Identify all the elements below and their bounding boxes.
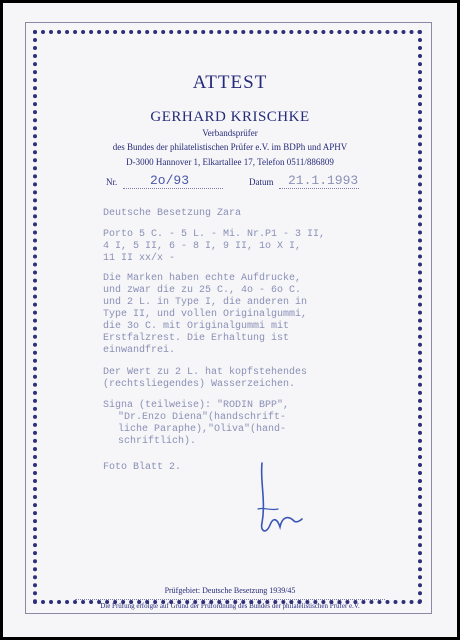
address-line: D-3000 Hannover 1, Elkartallee 17, Telefon 0511/886809 <box>126 157 334 167</box>
body-line: Erstfalzrest. Die Erhaltung ist <box>103 333 290 344</box>
association-line: des Bundes der philatelistischen Prüfer e.V. im BDPh und APHV <box>112 142 348 152</box>
body-line: Foto Blatt 2. <box>103 462 182 473</box>
date-label: Datum <box>249 177 274 187</box>
body-line: Porto 5 C. - 5 L. - Mi. Nr.P1 - 3 II, <box>103 229 326 240</box>
body-line: schriftlich). <box>118 436 197 447</box>
certificate-date: 21.1.1993 <box>288 173 359 188</box>
body-line: (rechtsliegendes) Wasserzeichen. <box>103 379 296 390</box>
body-line: und zwar die zu 25 C., 4o - 6o C. <box>103 285 302 296</box>
body-line: 11 II xx/x - <box>103 253 176 264</box>
certificate-number: 2o/93 <box>150 173 190 188</box>
body-line: liche Paraphe),"Oliva"(hand- <box>118 424 287 435</box>
certificate <box>3 3 457 637</box>
body-line: 4 I, 5 II, 6 - 8 I, 9 II, 1o X I, <box>103 241 302 252</box>
examiner-name: GERHARD KRISCHKE <box>150 109 310 125</box>
examiner-role: Verbandsprüfer <box>202 128 258 138</box>
footer-note: Die Prüfung erfolgte auf Grund der Prüfordnung des Bundes der philatelistischen Prüfer e.V. <box>100 602 360 610</box>
body-line: und 2 L. in Type I, die anderen in <box>103 297 308 308</box>
handwritten-signature <box>248 461 318 541</box>
body-line: Der Wert zu 2 L. hat kopfstehendes <box>103 367 308 378</box>
body-line: Type II, und vollen Originalgummi, <box>103 309 308 320</box>
body-line: Deutsche Besetzung Zara <box>103 208 242 219</box>
body-line: die 3o C. mit Originalgummi mit <box>103 321 290 332</box>
number-label: Nr. <box>106 177 118 187</box>
body-line: einwandfrei. <box>103 345 176 356</box>
body-line: Die Marken haben echte Aufdrucke, <box>103 273 302 284</box>
certificate-title: ATTEST <box>192 72 268 93</box>
footer-divider <box>75 599 385 600</box>
body-line: Signa (teilweise): "RODIN BPP", <box>103 400 290 411</box>
body-line: "Dr.Enzo Diena"(handschrift- <box>118 412 287 423</box>
examination-area: Prüfgebiet: Deutsche Besetzung 1939/45 <box>164 586 296 595</box>
